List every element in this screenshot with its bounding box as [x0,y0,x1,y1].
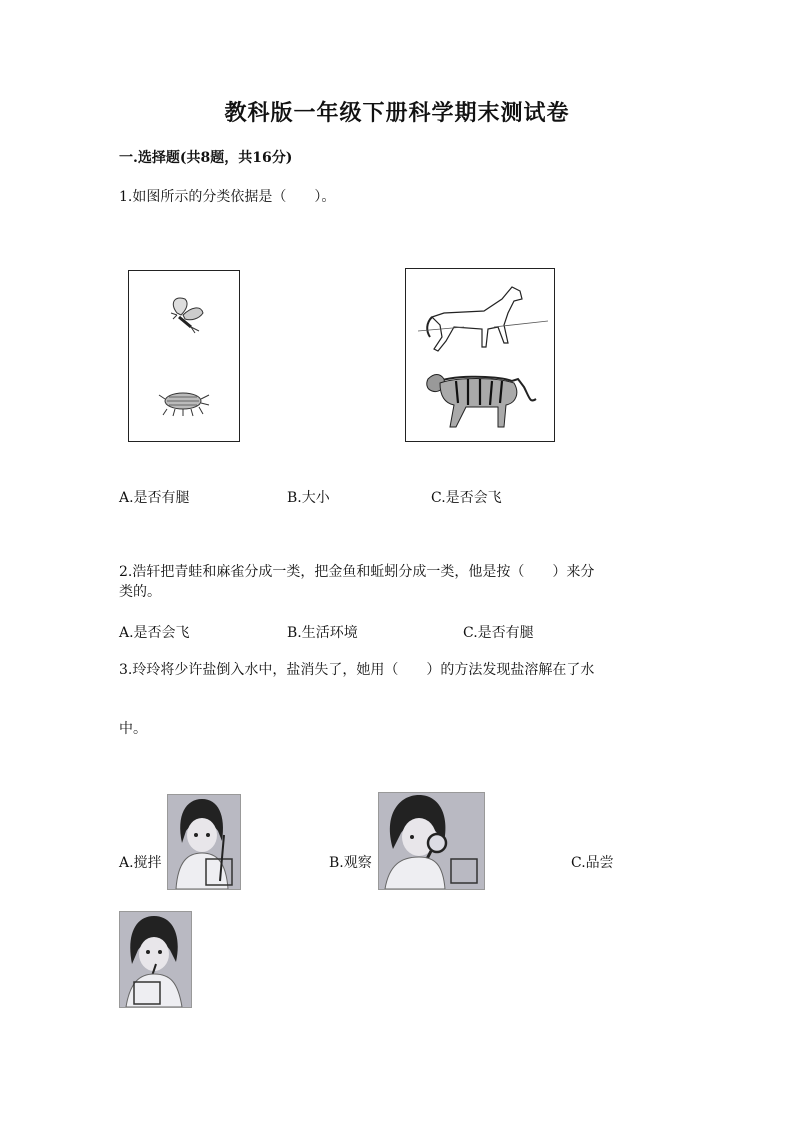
question-3-text-line-2: 中。 [119,721,147,737]
question-3-text-line-1: 3.玲玲将少许盐倒入水中，盐消失了，她用（ ）的方法发现盐溶解在了水 [119,662,595,678]
stirring-illustration [168,795,240,889]
question-2-text-line-1: 2.浩轩把青蛙和麻雀分成一类，把金鱼和蚯蚓分成一类，他是按（ ）来分 [119,564,595,580]
observing-girl-image [378,792,485,890]
question-1-option-b[interactable]: B.大小 [287,490,330,506]
question-1-option-c[interactable]: C.是否会飞 [431,490,502,506]
tasting-illustration [120,912,191,1007]
question-1-image-right-box [405,268,555,442]
horse-and-tiger-illustration [406,269,554,441]
question-3-option-b[interactable]: B.观察 [329,855,372,871]
stirring-girl-image [167,794,241,890]
question-1-option-a[interactable]: A.是否有腿 [119,490,190,506]
page-title: 教科版一年级下册科学期末测试卷 [224,100,570,126]
section-heading: 一.选择题(共8题，共16分) [119,150,293,166]
question-1-image-left-box [128,270,240,442]
magnifier-observation-illustration [379,793,484,889]
tasting-girl-image [119,911,192,1008]
question-2-text-line-2: 类的。 [119,584,161,600]
question-3-option-a[interactable]: A.搅拌 [119,855,162,871]
butterfly-and-woodlouse-illustration [129,271,239,441]
question-3-option-c[interactable]: C.品尝 [571,855,614,871]
question-2-option-b[interactable]: B.生活环境 [287,625,358,641]
question-2-option-c[interactable]: C.是否有腿 [463,625,534,641]
question-2-option-a[interactable]: A.是否会飞 [119,625,190,641]
question-1-text: 1.如图所示的分类依据是（ ）。 [119,189,336,205]
